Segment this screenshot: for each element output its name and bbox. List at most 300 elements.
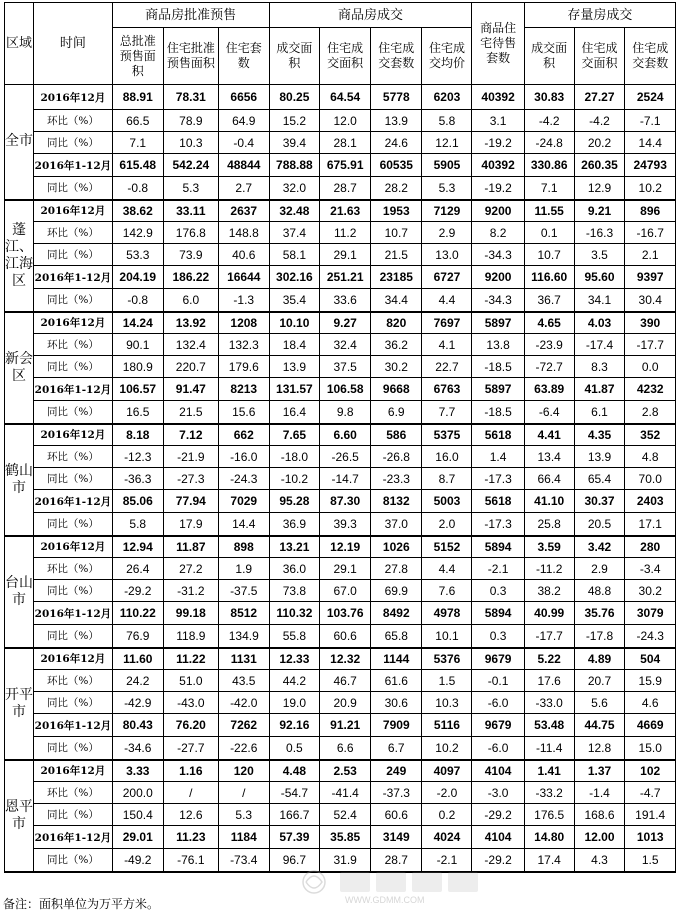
table-cell: -42.0 xyxy=(219,692,270,714)
table-cell: 1184 xyxy=(219,826,270,849)
table-cell: 615.48 xyxy=(112,154,163,177)
table-cell: 8.3 xyxy=(574,356,625,378)
table-cell: 2524 xyxy=(625,85,676,110)
table-cell: -26.8 xyxy=(371,446,422,468)
table-row xyxy=(5,468,676,490)
table-cell: 3079 xyxy=(625,602,676,625)
table-cell: 31.9 xyxy=(320,849,371,872)
table-cell: 76.9 xyxy=(112,625,163,648)
column-header: 住宅成交套数 xyxy=(625,28,676,85)
period-label: 同比（%） xyxy=(34,244,113,266)
table-cell: -76.1 xyxy=(163,849,218,872)
table-cell: 24.2 xyxy=(112,670,163,692)
table-cell: 65.4 xyxy=(574,468,625,490)
table-cell: 52.4 xyxy=(320,804,371,826)
table-cell: 9200 xyxy=(472,200,524,222)
table-cell: 8.18 xyxy=(112,424,163,446)
table-cell: 13.0 xyxy=(422,244,472,266)
table-cell: 2.1 xyxy=(625,244,676,266)
table-cell: 4.35 xyxy=(574,424,625,446)
table-row xyxy=(5,132,676,154)
table-row xyxy=(5,602,676,625)
table-cell: 10.10 xyxy=(269,312,320,334)
table-cell: 251.21 xyxy=(320,266,371,289)
table-cell: 148.8 xyxy=(219,222,270,244)
period-label: 同比（%） xyxy=(34,468,113,490)
table-cell: 64.9 xyxy=(219,110,270,132)
table-cell: 0.3 xyxy=(472,580,524,602)
table-cell: -1.3 xyxy=(219,289,270,312)
table-cell: -54.7 xyxy=(269,782,320,804)
table-cell: 134.9 xyxy=(219,625,270,648)
table-cell: 78.31 xyxy=(163,85,218,110)
table-cell: 37.0 xyxy=(371,513,422,536)
table-cell: 78.9 xyxy=(163,110,218,132)
table-cell: 5618 xyxy=(472,490,524,513)
table-cell: 40.6 xyxy=(219,244,270,266)
housing-stats-table xyxy=(4,2,676,873)
table-cell: -42.9 xyxy=(112,692,163,714)
column-header: 住宅成交面积 xyxy=(574,28,625,85)
table-cell: -19.2 xyxy=(472,177,524,200)
table-row xyxy=(5,110,676,132)
table-cell: 4.1 xyxy=(422,334,472,356)
table-cell: 80.43 xyxy=(112,714,163,737)
table-cell: 5375 xyxy=(422,424,472,446)
table-cell: -16.3 xyxy=(574,222,625,244)
table-cell: 32.48 xyxy=(269,200,320,222)
table-cell: -23.9 xyxy=(524,334,574,356)
table-row xyxy=(5,782,676,804)
table-cell: 17.4 xyxy=(524,849,574,872)
table-cell: 70.0 xyxy=(625,468,676,490)
table-cell: 11.23 xyxy=(163,826,218,849)
table-cell: -27.3 xyxy=(163,468,218,490)
table-cell: 1.16 xyxy=(163,760,218,782)
table-cell: -34.3 xyxy=(472,289,524,312)
table-cell: -4.2 xyxy=(574,110,625,132)
table-cell: 4.4 xyxy=(422,558,472,580)
period-label: 2016年12月 xyxy=(34,648,113,670)
table-cell: 1026 xyxy=(371,536,422,558)
table-cell: 51.0 xyxy=(163,670,218,692)
table-row xyxy=(5,536,676,558)
table-cell: 6763 xyxy=(422,378,472,401)
unsold-inventory-header: 商品住宅待售套数 xyxy=(472,3,524,85)
table-cell: 2.7 xyxy=(219,177,270,200)
table-cell: 12.19 xyxy=(320,536,371,558)
period-label: 环比（%） xyxy=(34,222,113,244)
table-cell: 102 xyxy=(625,760,676,782)
table-row xyxy=(5,85,676,110)
table-row xyxy=(5,154,676,177)
table-row xyxy=(5,670,676,692)
table-cell: -4.2 xyxy=(524,110,574,132)
table-cell: 6203 xyxy=(422,85,472,110)
region-name: 全市 xyxy=(5,85,34,200)
table-cell: 37.5 xyxy=(320,356,371,378)
table-cell: 55.8 xyxy=(269,625,320,648)
period-label: 环比（%） xyxy=(34,670,113,692)
table-cell: 17.9 xyxy=(163,513,218,536)
table-cell: 4.8 xyxy=(625,446,676,468)
table-cell: 20.7 xyxy=(574,670,625,692)
period-label: 同比（%） xyxy=(34,132,113,154)
watermark-text: WWW.GDMM.COM xyxy=(345,895,425,905)
table-cell: -29.2 xyxy=(472,849,524,872)
region-name: 恩平市 xyxy=(5,760,34,872)
table-cell: 13.21 xyxy=(269,536,320,558)
period-label: 2016年1-12月 xyxy=(34,714,113,737)
table-cell: 13.92 xyxy=(163,312,218,334)
table-cell: 14.4 xyxy=(625,132,676,154)
table-cell: 142.9 xyxy=(112,222,163,244)
table-cell: 5.8 xyxy=(112,513,163,536)
table-cell: 36.0 xyxy=(269,558,320,580)
table-cell: 21.5 xyxy=(163,401,218,424)
table-cell: 150.4 xyxy=(112,804,163,826)
table-cell: -4.7 xyxy=(625,782,676,804)
table-cell: 7697 xyxy=(422,312,472,334)
table-cell: 66.4 xyxy=(524,468,574,490)
table-cell: 35.76 xyxy=(574,602,625,625)
table-cell: 390 xyxy=(625,312,676,334)
table-cell: 36.2 xyxy=(371,334,422,356)
table-cell: 36.7 xyxy=(524,289,574,312)
table-cell: -17.7 xyxy=(524,625,574,648)
table-row xyxy=(5,580,676,602)
table-cell: -1.4 xyxy=(574,782,625,804)
table-cell: 3.1 xyxy=(472,110,524,132)
period-label: 同比（%） xyxy=(34,737,113,760)
table-cell: 76.20 xyxy=(163,714,218,737)
table-cell: 46.7 xyxy=(320,670,371,692)
table-cell: 7.6 xyxy=(422,580,472,602)
table-cell: 280 xyxy=(625,536,676,558)
table-cell: 99.18 xyxy=(163,602,218,625)
column-header: 成交面积 xyxy=(524,28,574,85)
table-cell: -29.2 xyxy=(472,804,524,826)
table-cell: -41.4 xyxy=(320,782,371,804)
table-row xyxy=(5,289,676,312)
table-cell: -3.0 xyxy=(472,782,524,804)
table-cell: 4978 xyxy=(422,602,472,625)
table-cell: -18.5 xyxy=(472,401,524,424)
table-cell: 15.6 xyxy=(219,401,270,424)
table-cell: 179.6 xyxy=(219,356,270,378)
table-row xyxy=(5,266,676,289)
period-label: 2016年1-12月 xyxy=(34,266,113,289)
table-cell: 66.5 xyxy=(112,110,163,132)
table-cell: 30.83 xyxy=(524,85,574,110)
table-cell: 9679 xyxy=(472,714,524,737)
table-cell: 92.16 xyxy=(269,714,320,737)
table-cell: 11.22 xyxy=(163,648,218,670)
table-cell: / xyxy=(163,782,218,804)
table-cell: 11.2 xyxy=(320,222,371,244)
table-cell: 21.5 xyxy=(371,244,422,266)
period-label: 同比（%） xyxy=(34,356,113,378)
table-cell: 12.0 xyxy=(320,110,371,132)
table-cell: -16.7 xyxy=(625,222,676,244)
table-cell: 16644 xyxy=(219,266,270,289)
table-cell: 896 xyxy=(625,200,676,222)
table-cell: 106.57 xyxy=(112,378,163,401)
table-cell: -18.0 xyxy=(269,446,320,468)
table-cell: 13.9 xyxy=(371,110,422,132)
table-cell: 5152 xyxy=(422,536,472,558)
period-label: 2016年1-12月 xyxy=(34,602,113,625)
table-cell: -0.4 xyxy=(219,132,270,154)
table-cell: 14.4 xyxy=(219,513,270,536)
table-cell: -31.2 xyxy=(163,580,218,602)
table-cell: -2.1 xyxy=(422,849,472,872)
table-cell: 180.9 xyxy=(112,356,163,378)
table-row xyxy=(5,804,676,826)
table-cell: 352 xyxy=(625,424,676,446)
period-label: 2016年12月 xyxy=(34,536,113,558)
column-header: 成交面积 xyxy=(269,28,320,85)
table-cell: -19.2 xyxy=(472,132,524,154)
table-cell: 30.4 xyxy=(625,289,676,312)
table-cell: 38.2 xyxy=(524,580,574,602)
table-cell: 35.4 xyxy=(269,289,320,312)
table-cell: 4.48 xyxy=(269,760,320,782)
sales-group-header: 商品房成交 xyxy=(269,3,472,28)
table-cell: 8132 xyxy=(371,490,422,513)
table-cell: 16.0 xyxy=(422,446,472,468)
table-cell: 40.99 xyxy=(524,602,574,625)
table-row xyxy=(5,200,676,222)
table-cell: 5897 xyxy=(472,378,524,401)
table-cell: -6.0 xyxy=(472,737,524,760)
table-cell: 36.9 xyxy=(269,513,320,536)
table-cell: 3.42 xyxy=(574,536,625,558)
table-cell: 80.25 xyxy=(269,85,320,110)
table-cell: 662 xyxy=(219,424,270,446)
footnote: 备注：面积单位为万平方米。 xyxy=(3,897,160,911)
table-cell: 33.6 xyxy=(320,289,371,312)
period-label: 同比（%） xyxy=(34,289,113,312)
column-header: 住宅成交面积 xyxy=(320,28,371,85)
table-cell: 176.5 xyxy=(524,804,574,826)
table-cell: 38.62 xyxy=(112,200,163,222)
table-cell: 5.8 xyxy=(422,110,472,132)
table-cell: -2.0 xyxy=(422,782,472,804)
table-cell: 28.1 xyxy=(320,132,371,154)
period-label: 同比（%） xyxy=(34,804,113,826)
table-cell: -6.4 xyxy=(524,401,574,424)
table-cell: -36.3 xyxy=(112,468,163,490)
table-cell: 35.85 xyxy=(320,826,371,849)
table-cell: 96.7 xyxy=(269,849,320,872)
table-cell: 132.4 xyxy=(163,334,218,356)
table-cell: -17.7 xyxy=(625,334,676,356)
table-cell: 15.9 xyxy=(625,670,676,692)
table-cell: 30.37 xyxy=(574,490,625,513)
table-cell: 586 xyxy=(371,424,422,446)
table-cell: 788.88 xyxy=(269,154,320,177)
table-cell: -37.5 xyxy=(219,580,270,602)
table-cell: 7909 xyxy=(371,714,422,737)
period-label: 环比（%） xyxy=(34,110,113,132)
period-label: 2016年12月 xyxy=(34,312,113,334)
table-cell: 6727 xyxy=(422,266,472,289)
table-cell: 3.5 xyxy=(574,244,625,266)
table-cell: 8512 xyxy=(219,602,270,625)
table-cell: 90.1 xyxy=(112,334,163,356)
table-cell: -17.8 xyxy=(574,625,625,648)
table-cell: 95.28 xyxy=(269,490,320,513)
table-cell: 10.7 xyxy=(524,244,574,266)
table-cell: -11.4 xyxy=(524,737,574,760)
table-cell: -27.7 xyxy=(163,737,218,760)
table-cell: 9668 xyxy=(371,378,422,401)
table-row xyxy=(5,513,676,536)
table-cell: 88.91 xyxy=(112,85,163,110)
table-cell: -37.3 xyxy=(371,782,422,804)
table-row xyxy=(5,692,676,714)
table-cell: 168.6 xyxy=(574,804,625,826)
table-cell: 15.0 xyxy=(625,737,676,760)
table-cell: 8492 xyxy=(371,602,422,625)
table-cell: 32.4 xyxy=(320,334,371,356)
table-cell: 0.2 xyxy=(422,804,472,826)
table-cell: 30.6 xyxy=(371,692,422,714)
table-cell: 65.8 xyxy=(371,625,422,648)
table-cell: 5897 xyxy=(472,312,524,334)
table-cell: 5003 xyxy=(422,490,472,513)
table-cell: 5905 xyxy=(422,154,472,177)
table-row xyxy=(5,446,676,468)
table-cell: 2637 xyxy=(219,200,270,222)
table-cell: 7262 xyxy=(219,714,270,737)
table-cell: 9679 xyxy=(472,648,524,670)
table-cell: 10.7 xyxy=(371,222,422,244)
table-cell: -17.3 xyxy=(472,513,524,536)
period-label: 2016年1-12月 xyxy=(34,378,113,401)
table-cell: 542.24 xyxy=(163,154,218,177)
table-cell: 8.7 xyxy=(422,468,472,490)
period-label: 同比（%） xyxy=(34,580,113,602)
table-cell: 95.60 xyxy=(574,266,625,289)
table-cell: -0.8 xyxy=(112,177,163,200)
table-cell: 9397 xyxy=(625,266,676,289)
table-cell: 16.4 xyxy=(269,401,320,424)
table-cell: 6.7 xyxy=(371,737,422,760)
table-cell: 1013 xyxy=(625,826,676,849)
table-cell: -23.3 xyxy=(371,468,422,490)
table-cell: 11.87 xyxy=(163,536,218,558)
table-row xyxy=(5,648,676,670)
table-cell: 0.1 xyxy=(524,222,574,244)
table-cell: 53.48 xyxy=(524,714,574,737)
table-cell: 32.0 xyxy=(269,177,320,200)
table-cell: 12.1 xyxy=(422,132,472,154)
table-cell: 27.27 xyxy=(574,85,625,110)
table-cell: 13.9 xyxy=(269,356,320,378)
table-cell: 9.21 xyxy=(574,200,625,222)
table-cell: 77.94 xyxy=(163,490,218,513)
table-cell: 37.4 xyxy=(269,222,320,244)
table-cell: 260.35 xyxy=(574,154,625,177)
period-label: 2016年12月 xyxy=(34,760,113,782)
table-cell: 29.01 xyxy=(112,826,163,849)
table-row xyxy=(5,714,676,737)
table-cell: -34.3 xyxy=(472,244,524,266)
table-row xyxy=(5,401,676,424)
table-cell: 29.1 xyxy=(320,558,371,580)
table-cell: 4.4 xyxy=(422,289,472,312)
table-cell: 10.2 xyxy=(422,737,472,760)
table-cell: 58.1 xyxy=(269,244,320,266)
site-watermark xyxy=(300,862,530,906)
table-cell: 57.39 xyxy=(269,826,320,849)
table-cell: 5618 xyxy=(472,424,524,446)
table-cell: -21.9 xyxy=(163,446,218,468)
table-cell: 4.65 xyxy=(524,312,574,334)
table-cell: 2.53 xyxy=(320,760,371,782)
table-cell: -0.8 xyxy=(112,289,163,312)
table-cell: 3149 xyxy=(371,826,422,849)
table-cell: 5376 xyxy=(422,648,472,670)
resale-group-header: 存量房成交 xyxy=(524,3,675,28)
table-cell: -7.1 xyxy=(625,110,676,132)
table-cell: 44.75 xyxy=(574,714,625,737)
table-cell: 1953 xyxy=(371,200,422,222)
table-cell: 200.0 xyxy=(112,782,163,804)
table-cell: 249 xyxy=(371,760,422,782)
table-cell: -73.4 xyxy=(219,849,270,872)
table-cell: -49.2 xyxy=(112,849,163,872)
table-cell: 6.0 xyxy=(163,289,218,312)
table-cell: 3.59 xyxy=(524,536,574,558)
table-cell: 0.0 xyxy=(625,356,676,378)
column-header: 总批准预售面积 xyxy=(112,28,163,85)
table-cell: 7.1 xyxy=(524,177,574,200)
table-cell: 5.6 xyxy=(574,692,625,714)
table-cell: 2.9 xyxy=(422,222,472,244)
table-cell: 118.9 xyxy=(163,625,218,648)
table-cell: 4669 xyxy=(625,714,676,737)
table-cell: 6656 xyxy=(219,85,270,110)
table-cell: 24793 xyxy=(625,154,676,177)
table-cell: 25.8 xyxy=(524,513,574,536)
region-name: 开平市 xyxy=(5,648,34,760)
table-cell: 110.32 xyxy=(269,602,320,625)
table-cell: 186.22 xyxy=(163,266,218,289)
table-cell: 22.7 xyxy=(422,356,472,378)
table-cell: 26.4 xyxy=(112,558,163,580)
table-cell: 8213 xyxy=(219,378,270,401)
table-cell: 166.7 xyxy=(269,804,320,826)
table-cell: 34.4 xyxy=(371,289,422,312)
table-cell: -24.3 xyxy=(219,468,270,490)
table-cell: 7.7 xyxy=(422,401,472,424)
table-cell: 176.8 xyxy=(163,222,218,244)
table-cell: 20.9 xyxy=(320,692,371,714)
table-cell: -6.0 xyxy=(472,692,524,714)
table-cell: 91.47 xyxy=(163,378,218,401)
table-cell: 10.3 xyxy=(422,692,472,714)
table-cell: -16.0 xyxy=(219,446,270,468)
table-cell: 1.4 xyxy=(472,446,524,468)
table-cell: -18.5 xyxy=(472,356,524,378)
table-cell: -10.2 xyxy=(269,468,320,490)
table-cell: 6.9 xyxy=(371,401,422,424)
table-cell: 2.9 xyxy=(574,558,625,580)
table-cell: 1.9 xyxy=(219,558,270,580)
